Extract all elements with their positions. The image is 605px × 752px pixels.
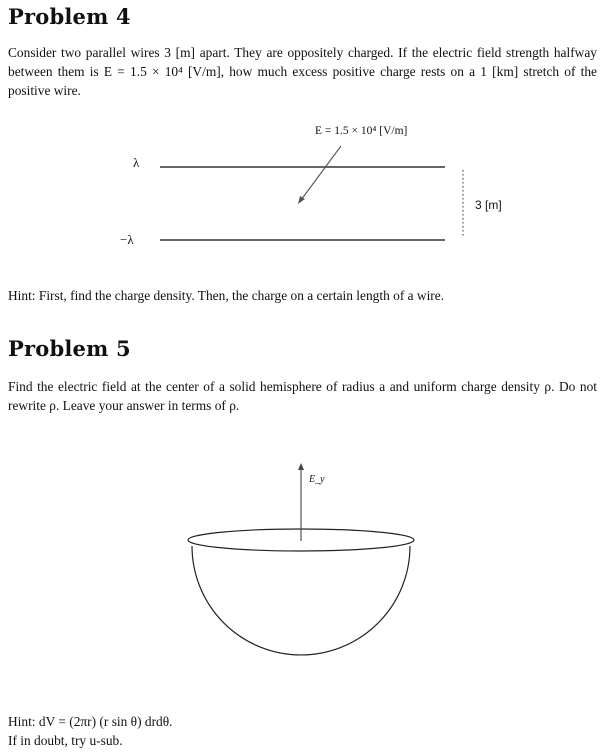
top-wire-label: λ [133,155,140,170]
hemisphere-bowl [192,546,410,655]
problem-5-hint-line-1: Hint: dV = (2πr) (r sin θ) drdθ. [8,714,173,729]
field-strength-label: E = 1.5 × 10⁴ [V/m] [315,125,408,137]
problem-4-title: Problem 4 [8,4,131,29]
problem-4-body: Consider two parallel wires 3 [m] apart. They are oppositely charged. If the electric field strength halfway between them is E = 1.5 × 10⁴ [V/m], how much excess positive charge rests on a 1 [km] stretch of the positive wire. [8,45,597,98]
ey-label: E_y [309,474,325,485]
vertical-field-arrow-head [298,463,304,470]
problem-5-title: Problem 5 [8,336,131,361]
problem-4-hint: Hint: First, find the charge density. Then, the charge on a certain length of a wire. [8,288,445,303]
separation-label: 3 [m] [475,198,502,212]
bottom-wire-label: −λ [120,232,134,247]
problem-5-body: Find the electric field at the center of a solid hemisphere of radius a and uniform charge density ρ. Do not rewrite ρ. Leave your answer in terms of ρ. [8,379,597,413]
problem-5-hint-line-2: If in doubt, try u-sub. [8,733,123,748]
